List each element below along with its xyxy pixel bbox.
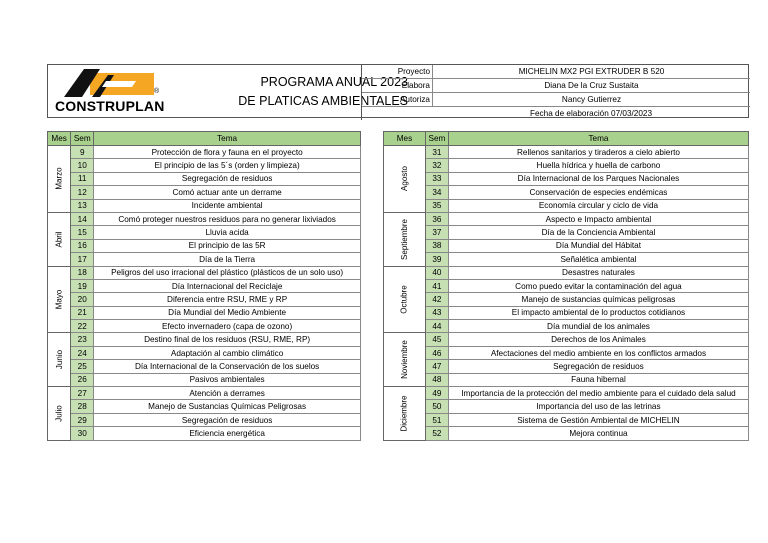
topic-cell: Economía circular y ciclo de vida [448, 199, 748, 212]
project-info [361, 65, 750, 120]
topic-cell: El principio de las 5R [94, 239, 361, 252]
info-label: Proyecto [397, 67, 430, 76]
construplan-logo-icon [62, 67, 162, 99]
table-row [48, 373, 361, 386]
topic-cell: Rellenos sanitarios y tiraderos a cielo abierto [448, 146, 748, 159]
week-cell: 15 [71, 226, 94, 239]
week-cell: 42 [425, 293, 448, 306]
topic-cell: Conservación de especies endémicas [448, 186, 748, 199]
month-label: Septiembre [399, 218, 409, 260]
table-row [48, 360, 361, 373]
topic-cell: Segregación de residuos [94, 413, 361, 426]
table-body [48, 146, 361, 441]
topic-cell: Segregación de residuos [94, 172, 361, 185]
topic-cell: Señalética ambiental [448, 253, 748, 266]
week-cell: 24 [71, 346, 94, 359]
topic-cell: Día Internacional de los Parques Nacionales [448, 172, 748, 185]
topic-cell: Como puedo evitar la contaminación del agua [448, 279, 748, 292]
month-cell [48, 387, 71, 441]
table-row [48, 146, 361, 159]
topic-cell: Protección de flora y fauna en el proyecto [94, 146, 361, 159]
week-cell: 48 [425, 373, 448, 386]
week-cell: 51 [425, 413, 448, 426]
table-row [384, 266, 749, 279]
topic-cell: Día Mundial del Medio Ambiente [94, 306, 361, 319]
week-cell: 37 [425, 226, 448, 239]
table-row [48, 253, 361, 266]
week-cell: 39 [425, 253, 448, 266]
week-cell: 34 [425, 186, 448, 199]
table-row [48, 226, 361, 239]
month-label: Junio [54, 350, 64, 370]
registered-mark: ® [154, 88, 160, 95]
week-cell: 17 [71, 253, 94, 266]
table-row [384, 226, 749, 239]
column-header-sem: Sem [71, 132, 94, 146]
week-cell: 10 [71, 159, 94, 172]
topic-cell: Peligros del uso irracional del plástico (plásticos de un solo uso) [94, 266, 361, 279]
table-row [48, 320, 361, 333]
table-row [384, 212, 749, 225]
week-cell: 33 [425, 172, 448, 185]
table-row [384, 360, 749, 373]
column-header-tema: Tema [448, 132, 748, 146]
week-cell: 30 [71, 427, 94, 440]
topic-cell: Día de la Tierra [94, 253, 361, 266]
column-header-sem: Sem [425, 132, 448, 146]
topic-cell: Mejora continua [448, 427, 748, 440]
topic-cell: El impacto ambiental de lo productos cotidianos [448, 306, 748, 319]
table-row [48, 413, 361, 426]
week-cell: 11 [71, 172, 94, 185]
topic-cell: Fauna hibernal [448, 373, 748, 386]
topic-cell: Importancia de la protección del medio ambiente para el cuidado dela salud [448, 387, 748, 400]
week-cell: 12 [71, 186, 94, 199]
info-label: Autoriza [399, 95, 430, 104]
table-row [48, 346, 361, 359]
document-header [47, 64, 749, 118]
table-row [384, 387, 749, 400]
week-cell: 18 [71, 266, 94, 279]
topic-cell: El principio de las 5´s (orden y limpieza) [94, 159, 361, 172]
info-value: Nancy Gutierrez [432, 93, 750, 106]
table-row [384, 146, 749, 159]
table-row [48, 212, 361, 225]
column-header-mes: Mes [48, 132, 71, 146]
info-value: MICHELIN MX2 PGI EXTRUDER B 520 [432, 65, 750, 78]
week-cell: 20 [71, 293, 94, 306]
topic-cell: Lluvia acida [94, 226, 361, 239]
column-header-mes: Mes [384, 132, 426, 146]
topic-cell: Comó proteger nuestros residuos para no generar lixiviados [94, 212, 361, 225]
table-row [384, 239, 749, 252]
month-cell [384, 266, 426, 333]
month-label: Octubre [399, 285, 409, 314]
topic-cell: Incidente ambiental [94, 199, 361, 212]
week-cell: 38 [425, 239, 448, 252]
topic-cell: Segregación de residuos [448, 360, 748, 373]
table-row [384, 373, 749, 386]
week-cell: 21 [71, 306, 94, 319]
topic-cell: Atención a derrames [94, 387, 361, 400]
topic-cell: Eficiencia energética [94, 427, 361, 440]
topic-cell: Importancia del uso de las letrinas [448, 400, 748, 413]
week-cell: 26 [71, 373, 94, 386]
month-label: Noviembre [399, 340, 409, 380]
topic-cell: Destino final de los residuos (RSU, RME, RP) [94, 333, 361, 346]
week-cell: 27 [71, 387, 94, 400]
month-cell [384, 387, 426, 441]
table-row [48, 199, 361, 212]
month-label: Mayo [54, 289, 64, 310]
week-cell: 41 [425, 279, 448, 292]
month-label: Diciembre [399, 395, 409, 432]
week-cell: 52 [425, 427, 448, 440]
table-row [384, 427, 749, 440]
table-row [48, 427, 361, 440]
table-row [48, 266, 361, 279]
topic-cell: Efecto invernadero (capa de ozono) [94, 320, 361, 333]
month-label: Julio [54, 405, 64, 422]
table-row [384, 159, 749, 172]
company-logo [48, 65, 166, 117]
topic-cell: Aspecto e Impacto ambiental [448, 212, 748, 225]
week-cell: 43 [425, 306, 448, 319]
table-row [384, 279, 749, 292]
topic-cell: Día de la Conciencia Ambiental [448, 226, 748, 239]
topic-cell: Pasivos ambientales [94, 373, 361, 386]
week-cell: 13 [71, 199, 94, 212]
table-row [384, 346, 749, 359]
week-cell: 44 [425, 320, 448, 333]
topic-cell: Día mundial de los animales [448, 320, 748, 333]
week-cell: 25 [71, 360, 94, 373]
table-row [384, 172, 749, 185]
table-row [384, 293, 749, 306]
table-row [384, 320, 749, 333]
topic-cell: Derechos de los Animales [448, 333, 748, 346]
week-cell: 50 [425, 400, 448, 413]
title-line-2: DE PLATICAS AMBIENTALES [238, 94, 408, 108]
info-value: Diana De la Cruz Sustaita [432, 79, 750, 92]
table-row [48, 159, 361, 172]
fecha-elaboracion: Fecha de elaboración 07/03/2023 [530, 109, 652, 118]
month-cell [384, 146, 426, 213]
month-label: Marzo [54, 167, 64, 191]
week-cell: 29 [71, 413, 94, 426]
column-header-tema: Tema [94, 132, 361, 146]
week-cell: 32 [425, 159, 448, 172]
table-row [384, 400, 749, 413]
schedule-table-left [47, 131, 361, 441]
month-label: Abril [54, 231, 64, 248]
topic-cell: Manejo de Sustancias Químicas Peligrosas [94, 400, 361, 413]
month-cell [48, 333, 71, 387]
table-row [384, 306, 749, 319]
table-row [48, 387, 361, 400]
topic-cell: Sistema de Gestión Ambiental de MICHELIN [448, 413, 748, 426]
table-row [48, 172, 361, 185]
table-row [384, 333, 749, 346]
week-cell: 28 [71, 400, 94, 413]
week-cell: 9 [71, 146, 94, 159]
table-row [384, 186, 749, 199]
info-label: Elabora [401, 81, 430, 90]
week-cell: 49 [425, 387, 448, 400]
topic-cell: Desastres naturales [448, 266, 748, 279]
week-cell: 47 [425, 360, 448, 373]
table-row [48, 279, 361, 292]
topic-cell: Huella hídrica y huella de carbono [448, 159, 748, 172]
week-cell: 31 [425, 146, 448, 159]
month-cell [384, 333, 426, 387]
week-cell: 45 [425, 333, 448, 346]
topic-cell: Afectaciones del medio ambiente en los conflictos armados [448, 346, 748, 359]
schedule-table-right [383, 131, 749, 441]
week-cell: 16 [71, 239, 94, 252]
week-cell: 19 [71, 279, 94, 292]
topic-cell: Diferencia entre RSU, RME y RP [94, 293, 361, 306]
week-cell: 22 [71, 320, 94, 333]
table-row [384, 253, 749, 266]
week-cell: 36 [425, 212, 448, 225]
table-row [48, 239, 361, 252]
table-row [48, 400, 361, 413]
topic-cell: Día Internacional de la Conservación de los suelos [94, 360, 361, 373]
table-row [48, 306, 361, 319]
topic-cell: Día Mundial del Hábitat [448, 239, 748, 252]
topic-cell: Día Internacional del Reciclaje [94, 279, 361, 292]
month-cell [48, 266, 71, 333]
week-cell: 35 [425, 199, 448, 212]
table-row [48, 186, 361, 199]
table-row [48, 293, 361, 306]
title-line-1: PROGRAMA ANUAL 2023 [260, 75, 408, 89]
table-row [384, 413, 749, 426]
month-cell [48, 212, 71, 266]
topic-cell: Comó actuar ante un derrame [94, 186, 361, 199]
table-row [384, 199, 749, 212]
topic-cell: Adaptación al cambio climático [94, 346, 361, 359]
table-body [384, 146, 749, 441]
topic-cell: Manejo de sustancias químicas peligrosas [448, 293, 748, 306]
week-cell: 14 [71, 212, 94, 225]
month-cell [384, 212, 426, 266]
week-cell: 40 [425, 266, 448, 279]
logo-text: CONSTRUPLAN [55, 98, 165, 114]
week-cell: 46 [425, 346, 448, 359]
table-row [48, 333, 361, 346]
month-cell [48, 146, 71, 213]
week-cell: 23 [71, 333, 94, 346]
month-label: Agosto [399, 166, 409, 192]
